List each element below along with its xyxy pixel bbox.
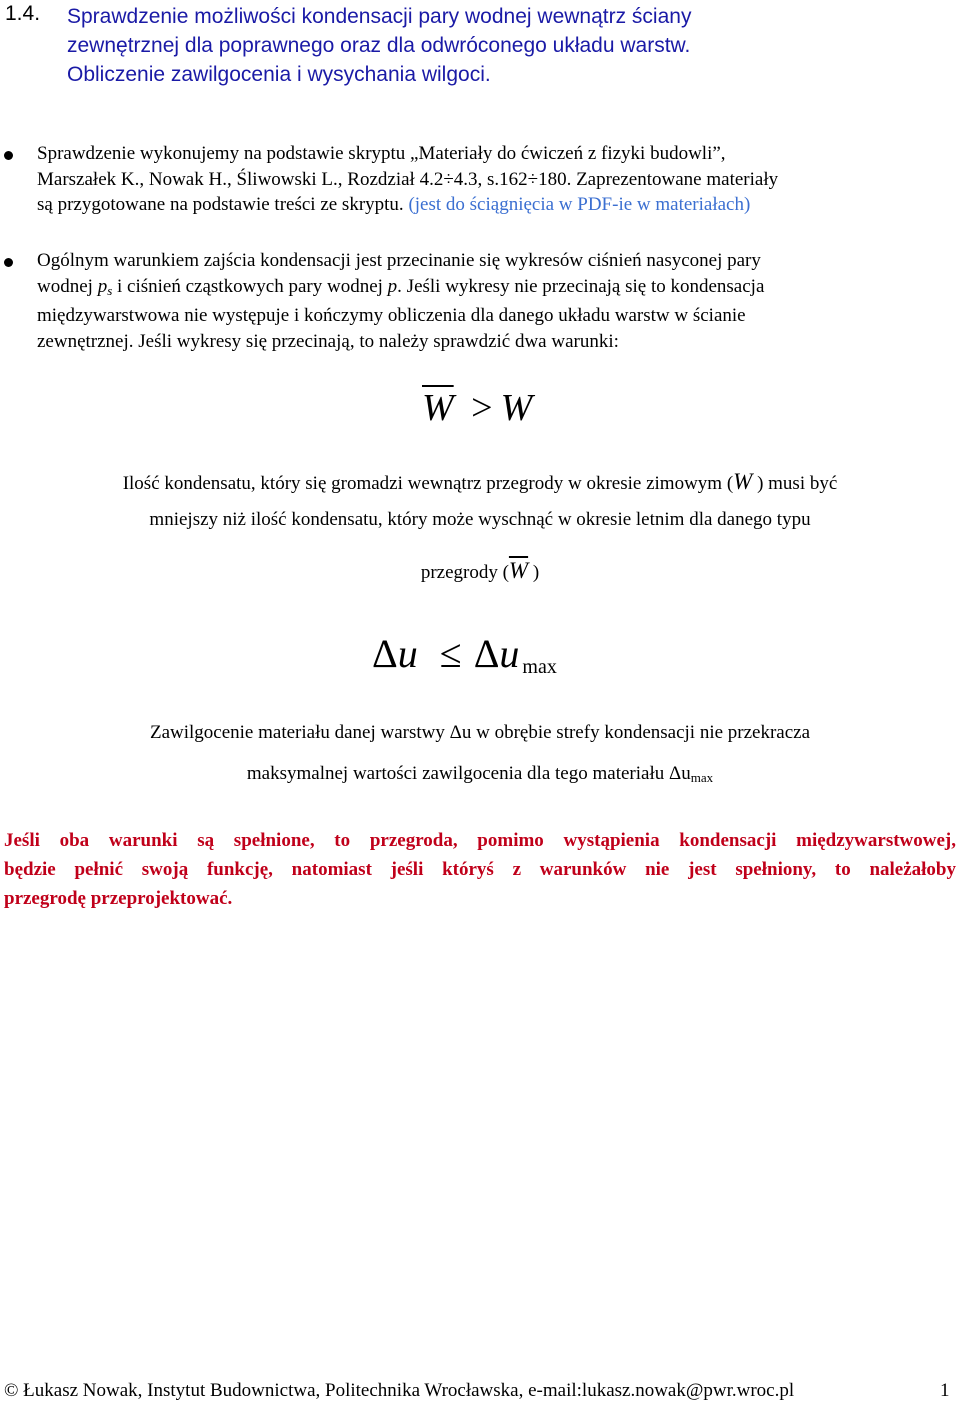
text-line: międzywarstwowa nie występuje i kończymy obliczenia dla danego układu warstw w ścianie — [37, 305, 746, 326]
text-line: Marszałek K., Nowak H., Śliwowski L., Rozdział 4.2÷4.3, s.162÷180. Zaprezentowane materiały — [37, 168, 779, 190]
subscript-max: max — [690, 770, 714, 785]
w-symbol: W — [500, 387, 533, 429]
text-fragment: ) — [532, 562, 540, 583]
w-bar-symbol: $\overline{W}$ — [422, 387, 454, 429]
leq-symbol: ≤ — [439, 631, 462, 676]
condition2-line-1 — [0, 722, 960, 744]
condition1-line-1 — [0, 469, 960, 495]
text-fragment: wodnej — [37, 275, 98, 297]
greater-than-symbol: > — [471, 387, 493, 429]
text-line: Ogólnym warunkiem zajścia kondensacji jest przecinanie się wykresów ciśnień nasyconej pary — [37, 250, 761, 271]
text-fragment: Ilość kondensatu, który się gromadzi wewnątrz przegrody w okresie zimowym ( — [122, 473, 734, 494]
text-line: Jeśli oba warunki są spełnione, to przegroda, pomimo wystąpienia kondensacji międzywarstwowej, — [4, 830, 956, 851]
conclusion-paragraph — [4, 826, 956, 913]
text-line: zewnętrznej. Jeśli wykresy się przecinają, to należy sprawdzić dwa warunki: — [37, 330, 619, 352]
delta-symbol: Δ — [473, 631, 500, 676]
text-line — [37, 274, 952, 304]
text-line: przegrodę przeprojektować. — [4, 888, 233, 909]
text-line: Sprawdzenie wykonujemy na podstawie skryptu „Materiały do ćwiczeń z fizyki budowli”, — [37, 143, 726, 164]
text-fragment: . Jeśli wykresy nie przecinają się to kondensacja — [397, 275, 765, 297]
bullet-paragraph-condition — [37, 248, 952, 354]
pdf-download-link[interactable]: (jest do ściągnięcia w PDF-ie w materiałach) — [408, 194, 751, 215]
bullet-icon — [4, 258, 13, 267]
delta-u-symbol: Δu — [668, 763, 691, 784]
text-fragment: przegrody ( — [420, 562, 509, 583]
symbol-p: p — [387, 275, 398, 297]
formula-du-leq — [372, 630, 557, 679]
footer-copyright: © Łukasz Nowak, Instytut Budownictwa, Politechnika Wrocławska, e-mail:lukasz.nowak@pwr.wroc.pl — [4, 1380, 795, 1401]
section-heading — [67, 2, 947, 89]
text-fragment: maksymalnej wartości zawilgocenia dla tego materiału — [246, 763, 669, 784]
u-symbol: u — [499, 631, 520, 676]
formula-w-greater — [422, 386, 532, 430]
heading-line-2: zewnętrznej dla poprawnego oraz dla odwróconego układu warstw. — [67, 34, 691, 57]
subscript-max: max — [522, 656, 557, 678]
heading-line-3: Obliczenie zawilgocenia i wysychania wilgoci. — [67, 63, 491, 86]
heading-line-1: Sprawdzenie możliwości kondensacji pary wodnej wewnątrz ściany — [67, 5, 692, 28]
text-line — [37, 192, 952, 218]
text-fragment: ) musi być — [757, 473, 838, 494]
w-symbol: W — [733, 469, 753, 494]
text-fragment: są przygotowane na podstawie treści ze skryptu. — [37, 194, 404, 215]
subscript-s: s — [107, 282, 113, 298]
delta-symbol: Δ — [372, 631, 398, 676]
condition2-line-2 — [0, 763, 960, 786]
bullet-paragraph-source — [37, 141, 952, 218]
w-bar-symbol: $\overline{W}$ — [508, 558, 529, 583]
u-symbol: u — [397, 631, 418, 676]
page-number: 1 — [940, 1380, 950, 1401]
condition1-line-3 — [0, 558, 960, 584]
condition1-line-2: mniejszy niż ilość kondensatu, który może wyschnąć w okresie letnim dla danego typu — [149, 509, 811, 530]
text-fragment: Zawilgocenie materiału danej warstwy — [149, 722, 450, 743]
section-number: 1.4. — [5, 2, 41, 25]
symbol-p: p — [97, 275, 108, 297]
bullet-icon — [4, 151, 13, 160]
text-fragment: i ciśnień cząstkowych pary wodnej — [112, 275, 388, 297]
text-fragment: w obrębie strefy kondensacji nie przekracza — [471, 722, 811, 743]
delta-u-symbol: Δu — [449, 722, 472, 743]
text-line: będzie pełnić swoją funkcję, natomiast jeśli któryś z warunków nie jest spełniony, to należałoby — [4, 859, 956, 880]
